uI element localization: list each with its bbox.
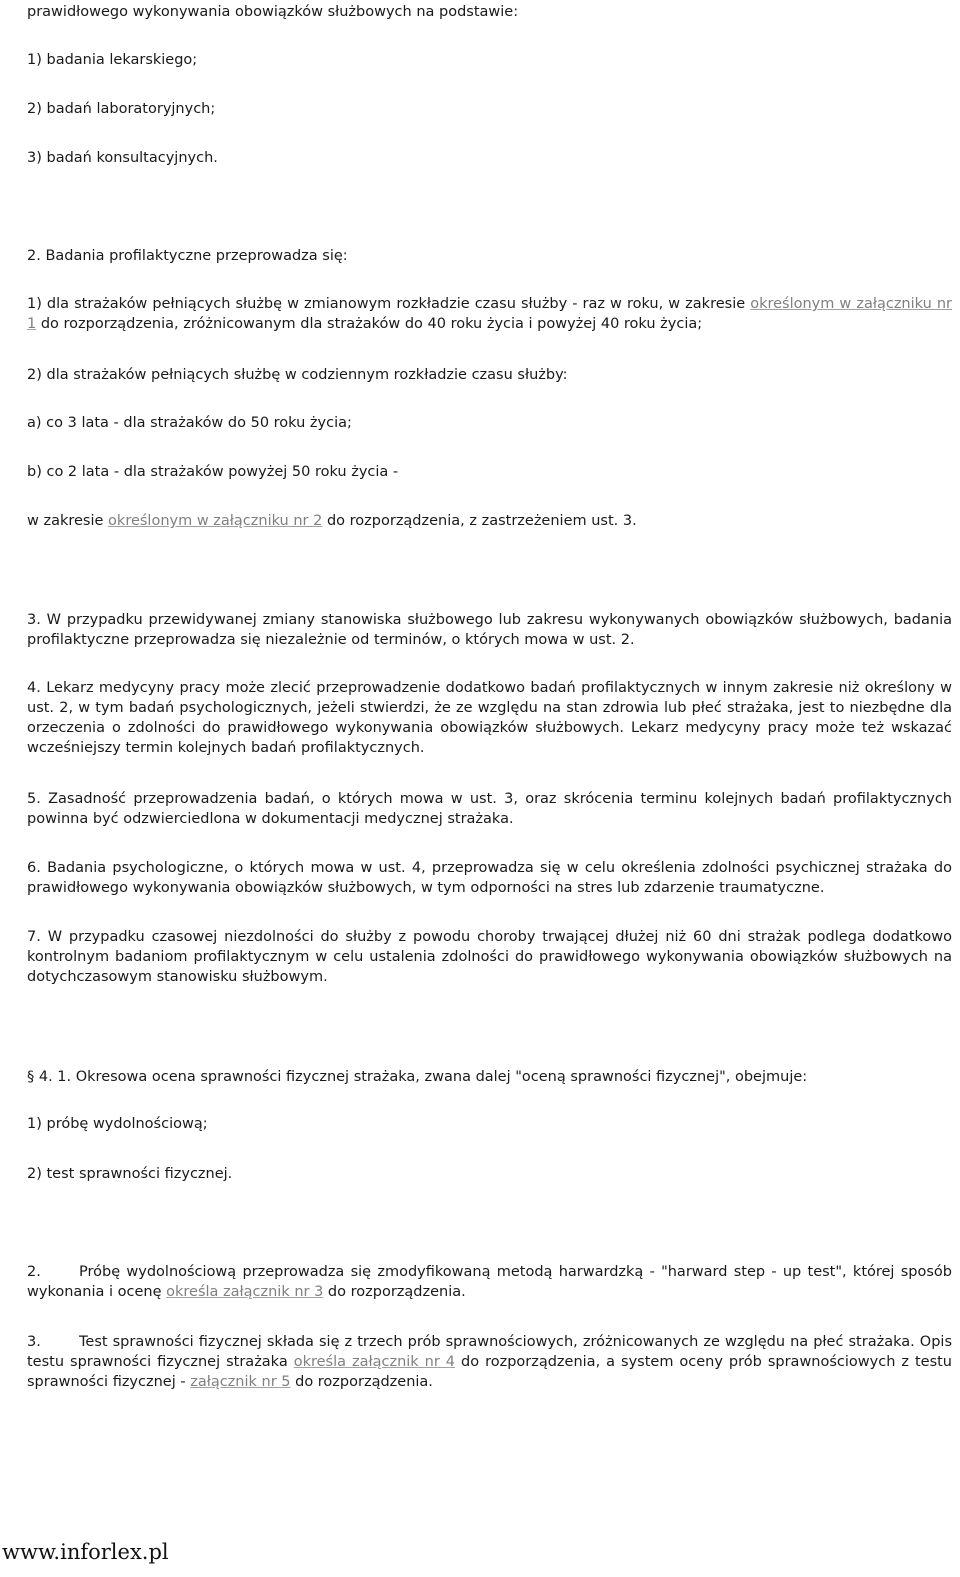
link-zalacznik-2[interactable]: określonym w załączniku nr 2 xyxy=(108,513,323,529)
link-zalacznik-5[interactable]: załącznik nr 5 xyxy=(190,1374,291,1390)
paragraph-ust-2-end: w zakresie określonym w załączniku nr 2 do rozporządzenia, z zastrzeżeniem ust. 3. xyxy=(27,513,637,529)
paragraph-intro: prawidłowego wykonywania obowiązków służbowych na podstawie: xyxy=(27,4,519,20)
paragraph-ust-6: 6. Badania psychologiczne, o których mowa w ust. 4, przeprowadza się w celu określenia zdolności psychicznej strażaka do prawidłowego wykonywania obowiązków służbowych, w tym odporności na stres lub zdarzenie traumatyczne. xyxy=(27,860,952,896)
link-zalacznik-3[interactable]: określa załącznik nr 3 xyxy=(166,1284,324,1300)
list-item: b) co 2 lata - dla strażaków powyżej 50 roku życia - xyxy=(27,464,399,480)
list-item: a) co 3 lata - dla strażaków do 50 roku życia; xyxy=(27,415,352,431)
list-item: 1) próbę wydolnościową; xyxy=(27,1116,208,1132)
link-zalacznik-1[interactable]: określonym w załączniku nr 1 xyxy=(27,296,952,332)
list-item: 1) badania lekarskiego; xyxy=(27,52,198,68)
list-item: 2) badań laboratoryjnych; xyxy=(27,101,216,117)
paragraph-ust-7: 7. W przypadku czasowej niezdolności do służby z powodu choroby trwającej dłużej niż 60 dni strażak podlega dodatkowo kontrolnym badaniom profilaktycznym w celu ustalenia zdolności do prawidłowego wykonywania obowiązków służbowych na dotychczasowym stanowisku służbowym. xyxy=(27,929,952,985)
section-4-ust-2: 2. Próbę wydolnościową przeprowadza się zmodyfikowaną metodą harwardzką - "harward step - up test", której sposób wykonania i ocenę określa załącznik nr 3 do rozporządzenia. xyxy=(27,1264,952,1300)
footer-watermark: www.inforlex.pl xyxy=(2,1540,169,1564)
list-item: 2) dla strażaków pełniących służbę w codziennym rozkładzie czasu służby: xyxy=(27,367,568,383)
paragraph-ust-5: 5. Zasadność przeprowadzenia badań, o których mowa w ust. 3, oraz skrócenia terminu kolejnych badań profilaktycznych powinna być odzwierciedlona w dokumentacji medycznej strażaka. xyxy=(27,791,952,827)
list-item: 2) test sprawności fizycznej. xyxy=(27,1166,233,1182)
link-zalacznik-4[interactable]: określa załącznik nr 4 xyxy=(293,1354,456,1370)
paragraph-ust-2: 2. Badania profilaktyczne przeprowadza się: xyxy=(27,248,348,264)
list-item: 3) badań konsultacyjnych. xyxy=(27,150,218,166)
section-4-ust-3: 3. Test sprawności fizycznej składa się z trzech prób sprawnościowych, zróżnicowanych ze względu na płeć strażaka. Opis testu sprawności fizycznej strażaka określa załącznik nr 4 do rozporządzenia, a system oceny prób sprawnościowych z testu sprawności fizycznej - załącznik nr 5 do rozporządzenia. xyxy=(27,1334,952,1390)
section-4-heading: § 4. 1. Okresowa ocena sprawności fizycznej strażaka, zwana dalej "oceną sprawności fizycznej", obejmuje: xyxy=(27,1069,808,1085)
paragraph-ust-3: 3. W przypadku przewidywanej zmiany stanowiska służbowego lub zakresu wykonywanych obowiązków służbowych, badania profilaktyczne przeprowadza się niezależnie od terminów, o których mowa w ust. 2. xyxy=(27,612,952,648)
paragraph-ust-4: 4. Lekarz medycyny pracy może zlecić przeprowadzenie dodatkowo badań profilaktycznych w innym zakresie niż określony w ust. 2, w tym badań psychologicznych, jeżeli stwierdzi, że ze względu na stan zdrowia lub płeć strażaka, jest to niezbędne dla orzeczenia o zdolności do prawidłowego wykonywania obowiązków służbowych. Lekarz medycyny pracy może też wskazać wcześniejszy termin kolejnych badań profilaktycznych. xyxy=(27,680,952,756)
paragraph-ust-2-point-1: 1) dla strażaków pełniących służbę w zmianowym rozkładzie czasu służby - raz w roku, w zakresie określonym w załączniku nr 1 do rozporządzenia, zróżnicowanym dla strażaków do 40 roku życia i powyżej 40 roku życia; xyxy=(27,296,952,332)
